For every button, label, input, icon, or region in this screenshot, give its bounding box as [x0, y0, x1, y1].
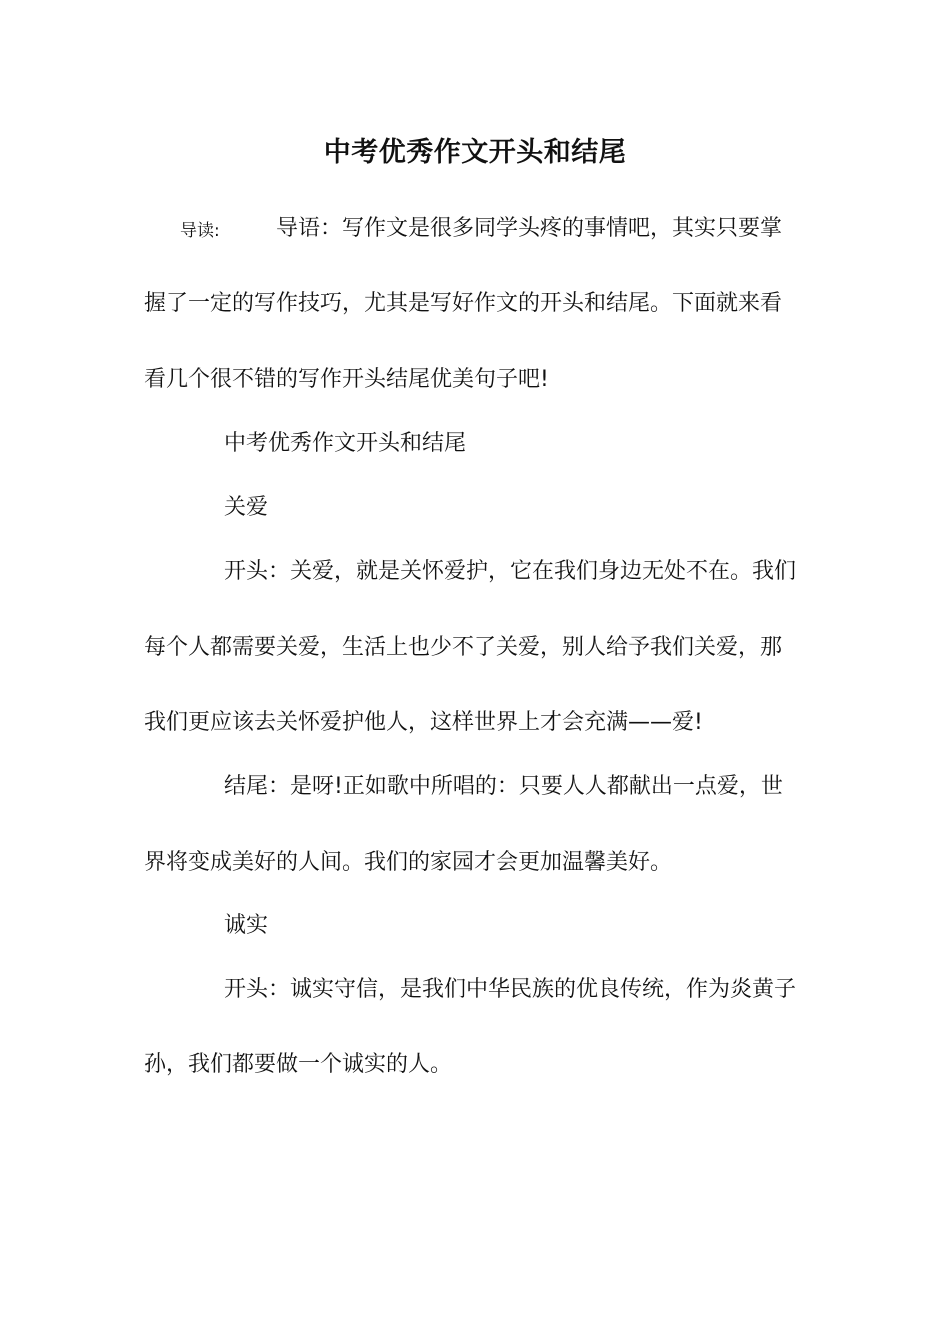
section-heading: 中考优秀作文开头和结尾: [224, 431, 467, 456]
intro-line-2: 握了一定的写作技巧，尤其是写好作文的开头和结尾。下面就来看: [144, 291, 783, 316]
topic-heading-honesty: 诚实: [224, 913, 269, 938]
lead-label: 导读:: [180, 221, 220, 241]
care-ending-line-2: 界将变成美好的人间。我们的家园才会更加温馨美好。: [144, 850, 673, 875]
care-opening-line-2: 每个人都需要关爱，生活上也少不了关爱，别人给予我们关爱，那: [144, 635, 783, 660]
honesty-opening-line-1: 开头：诚实守信，是我们中华民族的优良传统，作为炎黄子: [224, 977, 797, 1002]
care-opening-line-3: 我们更应该去关怀爱护他人，这样世界上才会充满——爱!: [144, 710, 703, 735]
care-ending-line-1: 结尾：是呀!正如歌中所唱的：只要人人都献出一点爱，世: [224, 774, 783, 799]
document-title: 中考优秀作文开头和结尾: [323, 137, 627, 168]
care-opening-line-1: 开头：关爱，就是关怀爱护，它在我们身边无处不在。我们: [224, 559, 797, 584]
intro-line-3: 看几个很不错的写作开头结尾优美句子吧!: [144, 367, 549, 392]
intro-line-1: 导语：写作文是很多同学头疼的事情吧，其实只要掌: [276, 216, 783, 241]
topic-heading-care: 关爱: [224, 495, 269, 520]
honesty-opening-line-2: 孙，我们都要做一个诚实的人。: [144, 1052, 453, 1077]
